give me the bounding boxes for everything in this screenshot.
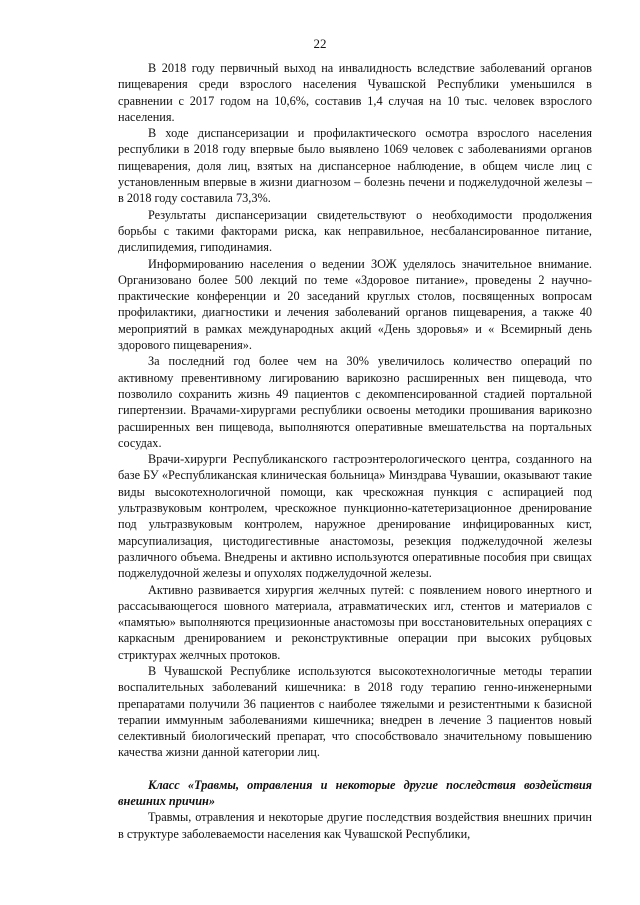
paragraph-disability: В 2018 году первичный выход на инвалидность вследствие заболеваний органов пищеварения среди взрослого населения Чувашской Республики уменьшился в сравнении с 2017 годом на 10,6%, составив 1,4 случая на 10 тыс. человек взрослого населения.	[118, 61, 592, 124]
paragraph-ligation-operations: За последний год более чем на 30% увеличилось количество операций по активному превентивному лигированию варикозно расширенных вен пищевода, что позволило сохранить жизнь 49 пациентов с декомпенсированной стадией портальной гипертензии. Врачами-хирургами республики освоены методики прошивания варикозно расширенных вен пищевода, выполняются оперативные вмешательства на портальных сосудах.	[118, 354, 592, 450]
paragraph-risk-factors: Результаты диспансеризации свидетельствуют о необходимости продолжения борьбы с такими факторами риска, как неправильное, несбалансированное питание, дислипидемия, гиподинамия.	[118, 207, 592, 255]
page-content	[118, 60, 592, 842]
paragraph-screening: В ходе диспансеризации и профилактического осмотра взрослого населения республики в 2018 году впервые было выявлено 1069 человек с заболеваниями органов пищеварения, доля лиц, взятых на диспансерное наблюдение, в общем числе лиц с установленным впервые в жизни диагнозом – болезнь печени и поджелудочной железы – в 2018 году составила 73,3%.	[118, 126, 592, 206]
paragraph-gastro-center: Врачи-хирурги Республиканского гастроэнтерологического центра, созданного на базе БУ «Республиканская клиническая больница» Минздрава Чувашии, оказывают такие виды высокотехнологичной помощи, как чрескожная пункция с аспирацией под ультразвуковым контролем, чрескожное пункционно-катетеризационное дренирование под ультразвуковым контролем, наружное дренирование инфицированных кист, марсупиализация, цистодигестивные анастомозы, резекция поджелудочной железы различного объема. Внедрены и активно используются оперативные пособия при свищах поджелудочной железы и опухолях поджелудочной железы.	[118, 452, 592, 581]
paragraph-healthy-lifestyle: Информированию населения о ведении ЗОЖ уделялось значительное внимание. Организовано более 500 лекций по теме «Здоровое питание», проведены 2 научно-практические конференции и 20 заседаний круглых столов, посвященных вопросам профилактики, диагностики и лечения заболеваний органов пищеварения, а также 40 мероприятий в рамках международных акций «День здоровья» и « Всемирный день здорового пищеварения».	[118, 256, 592, 353]
paragraph-bowel-therapy: В Чувашской Республике используются высокотехнологичные методы терапии воспалительных заболеваний кишечника: в 2018 году терапию генно-инженерными препаратами получили 36 пациентов с наиболее тяжелыми и резистентными к базисной терапии иммунным заболеваниями кишечника; внедрен в лечение 3 пациентов новый селективный биологический препарат, что способствовало значительному повышению качества жизни данной категории лиц.	[118, 663, 592, 760]
paragraph-biliary-surgery: Активно развивается хирургия желчных путей: с появлением нового инертного и рассасывающегося шовного материала, атравматических игл, стентов и материалов с «памятью» выполняются прецизионные анастомозы при восстановительных операциях с каркасным дренированием и реконструктивные операции при высоких рубцовых стриктурах желчных протоков.	[118, 582, 592, 662]
paragraph-injuries: Травмы, отравления и некоторые другие последствия воздействия внешних причин в структуре заболеваемости населения как Чувашской Республики,	[118, 810, 592, 841]
page-number: 22	[313, 36, 327, 51]
section-heading: Класс «Травмы, отравления и некоторые другие последствия воздействия внешних причин»	[118, 777, 592, 809]
